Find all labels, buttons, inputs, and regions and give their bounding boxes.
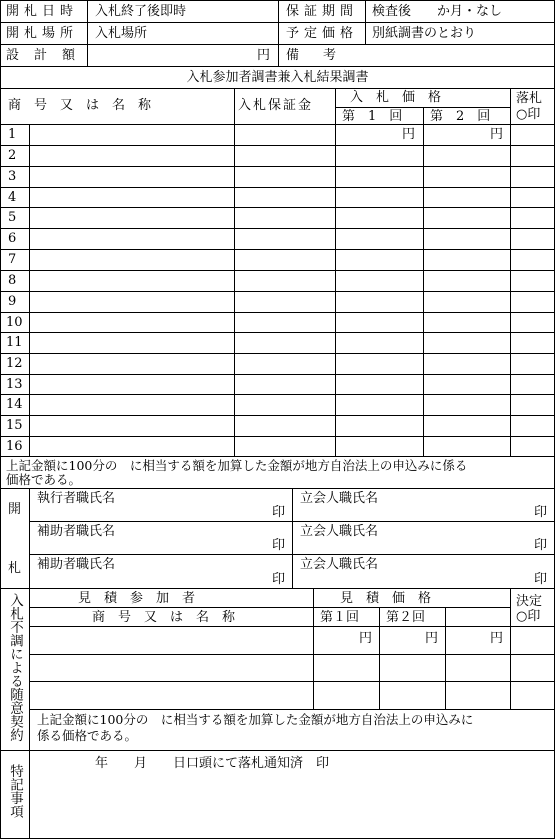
assistant1-seal: 印 [272, 538, 286, 553]
design-amount-yen: 円 [257, 48, 271, 63]
bid-note-line1: 上記金額に100分の に相当する額を加算した金額が地方自治法上の申込みに係る [6, 458, 468, 473]
opening-side-bottom: 札 [8, 561, 22, 576]
estimate-round1-header: 第１回 [320, 610, 360, 625]
negotiated-name-header: 商 号 又 は 名 称 [92, 610, 236, 625]
witness3-label: 立会人職氏名 [300, 557, 379, 572]
col-seal-header: ○印 [516, 107, 541, 122]
bid-datetime-label: 開札日時 [6, 4, 79, 19]
bid-section-title: 入札参加者調書兼入札結果調書 [186, 70, 369, 85]
remarks-label: 備考 [286, 48, 361, 63]
special-side-label: 特記事項 [7, 764, 23, 818]
bid-place-label: 開札場所 [6, 26, 79, 41]
row-number: 11 [6, 335, 23, 350]
bid-place-value: 入札場所 [95, 26, 148, 41]
estimated-price-label: 予定価格 [286, 26, 359, 41]
estimate-round2-yen: 円 [425, 631, 439, 646]
row-number: 5 [8, 210, 17, 225]
decision-seal-header: ○印 [516, 609, 541, 624]
assistant2-label: 補助者職氏名 [37, 557, 116, 572]
special-notes-text: 年 月 日口頭にて落札通知済 印 [95, 756, 330, 771]
estimated-price-value: 別紙調書のとおり [372, 26, 477, 41]
witness3-seal: 印 [534, 572, 548, 587]
row-number: 13 [6, 377, 23, 392]
bid-datetime-value: 入札終了後即時 [95, 4, 187, 19]
estimate-round1-yen: 円 [359, 631, 373, 646]
row-number: 2 [8, 148, 17, 163]
executor-seal: 印 [272, 505, 286, 520]
bid-note-line2: 価格である。 [6, 472, 82, 487]
negotiated-note-line2: 係る価格である。 [37, 728, 138, 743]
row-number: 9 [8, 294, 17, 309]
col-name-header: 商 号 又 は 名 称 [8, 98, 152, 113]
witness1-seal: 印 [534, 505, 548, 520]
witness2-seal: 印 [534, 538, 548, 553]
executor-label: 執行者職氏名 [37, 491, 116, 506]
col-round2-header: 第 2 回 [430, 109, 491, 124]
estimate-price-header: 見 積 価 格 [340, 591, 432, 606]
guarantee-value: 検査後 か月・なし [372, 4, 503, 19]
row-number: 14 [6, 397, 23, 412]
row-number: 6 [8, 231, 17, 246]
negotiated-note-line1: 上記金額に100分の に相当する額を加算した金額が地方自治法上の申込みに [37, 712, 474, 727]
witness2-label: 立会人職氏名 [300, 524, 379, 539]
col-award-header: 落札 [516, 91, 543, 106]
row-number: 1 [8, 127, 17, 142]
witness1-label: 立会人職氏名 [300, 491, 379, 506]
design-amount-label: 設計額 [6, 48, 91, 63]
row-number: 12 [6, 356, 23, 371]
row-number: 3 [8, 169, 17, 184]
negotiated-side-label: 入札不調による随意契約 [7, 593, 23, 742]
row-number: 8 [8, 273, 17, 288]
guarantee-label: 保証期間 [286, 4, 359, 19]
row-number: 15 [6, 418, 23, 433]
decision-header: 決定 [516, 594, 543, 609]
opening-side-top: 開 [8, 502, 22, 517]
assistant2-seal: 印 [272, 572, 286, 587]
col-price-header: 入 札 価 格 [350, 90, 442, 105]
row-number: 7 [8, 252, 17, 267]
row-number: 4 [8, 190, 17, 205]
row-number: 16 [6, 439, 23, 454]
estimate-round3-yen: 円 [490, 631, 504, 646]
participants-header: 見 積 参 加 者 [78, 591, 196, 606]
col-round1-header: 第 1 回 [342, 109, 403, 124]
row-number: 10 [6, 315, 23, 330]
estimate-round2-header: 第２回 [386, 610, 426, 625]
row1-round1-yen: 円 [402, 127, 416, 142]
assistant1-label: 補助者職氏名 [37, 524, 116, 539]
row1-round2-yen: 円 [490, 127, 504, 142]
col-guarantee-header: 入札保証金 [238, 98, 314, 113]
